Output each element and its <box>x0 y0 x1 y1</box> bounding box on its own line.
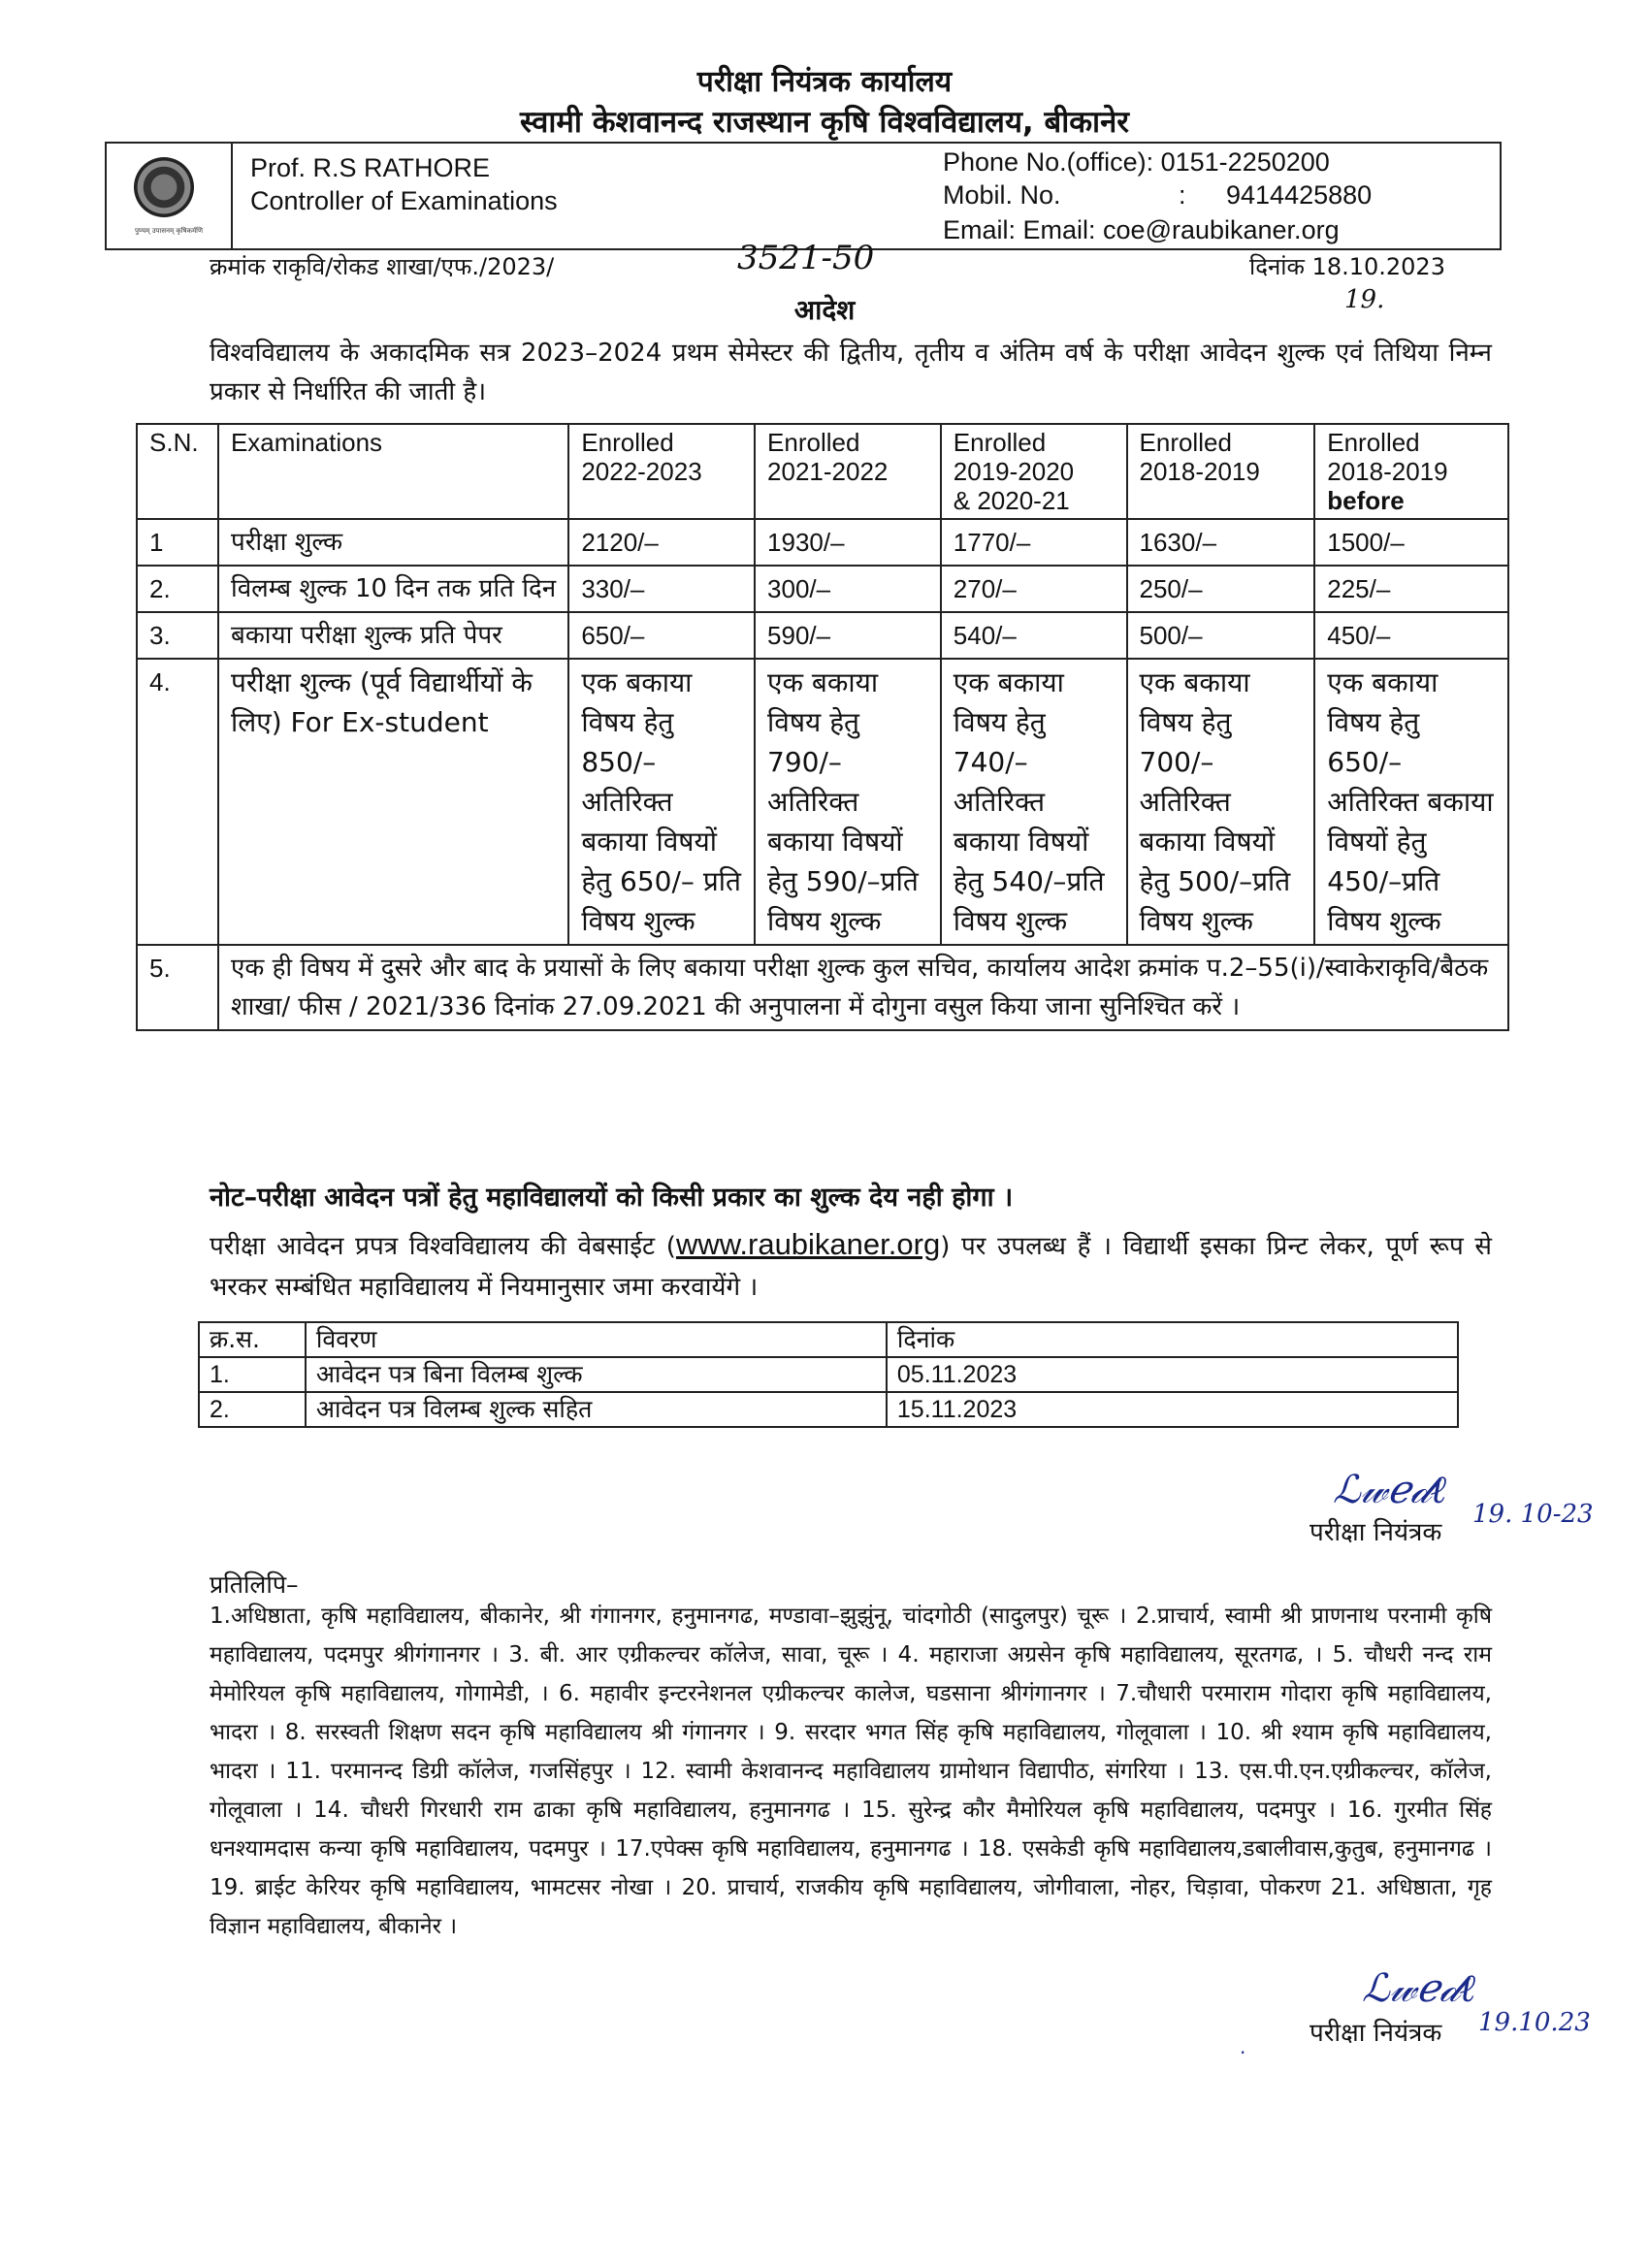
order-intro: विश्वविद्यालय के अकादमिक सत्र 2023–2024 प्रथम सेमेस्टर की द्वितीय, तृतीय व अंतिम वर्ष के परीक्षा आवेदन शुल्क एवं तिथिया निम्न प्रकार से निर्धारित की जाती है। <box>210 339 1492 406</box>
email-address: Email: Email: coe@raubikaner.org <box>943 215 1340 244</box>
fee-table <box>136 423 1509 1031</box>
mobile-label: Mobil. No. <box>943 180 1061 210</box>
row-serial: 2. <box>199 1392 306 1427</box>
table-row <box>199 1357 1458 1392</box>
header-description: विवरण <box>306 1322 887 1357</box>
table-row <box>137 519 1508 566</box>
table-row <box>137 612 1508 659</box>
row-sn: 3. <box>137 612 218 659</box>
row-value: 1770/– <box>941 519 1127 566</box>
office-phone: Phone No.(office): 0151-2250200 <box>943 147 1330 177</box>
note-text: नोट–परीक्षा आवेदन पत्रों हेतु महाविद्यालयों को किसी प्रकार का शुल्क देय नही होगा । <box>210 1183 1014 1213</box>
office-title: परीक्षा नियंत्रक कार्यालय <box>696 65 953 99</box>
table-row <box>137 659 1508 945</box>
signature-mark: ℒ𝓌ℯ𝒹ℓ <box>1333 1468 1447 1512</box>
signature-date: 19.10.23 <box>1478 2008 1591 2037</box>
logo-caption: पुण्यम् उपासनम् कृषिकर्मणि <box>134 227 204 235</box>
row-value: 650/– <box>568 612 755 659</box>
row-value: 590/– <box>755 612 941 659</box>
controller-signature-label: परीक्षा नियंत्रक <box>1310 1518 1442 1547</box>
table-row <box>199 1392 1458 1427</box>
row-value: एक बकाया विषय हेतु 650/– अतिरिक्त बकाया विषयों हेतु 450/–प्रति विषय शुल्क <box>1314 659 1508 945</box>
row-label: विलम्ब शुल्क 10 दिन तक प्रति दिन <box>218 566 568 612</box>
row-sn: 1 <box>137 519 218 566</box>
website-link[interactable]: www.raubikaner.org <box>675 1227 941 1261</box>
header-serial: क्र.स. <box>199 1322 306 1357</box>
row-description: आवेदन पत्र विलम्ब शुल्क सहित <box>306 1392 887 1427</box>
row-value: 1500/– <box>1314 519 1508 566</box>
signature-date: 19. 10-23 <box>1472 1500 1594 1529</box>
row-value: 250/– <box>1127 566 1315 612</box>
form-text-before: परीक्षा आवेदन प्रपत्र विश्वविद्यालय की वेबसाईट ( <box>210 1232 676 1261</box>
official-designation: Controller of Examinations <box>250 186 558 215</box>
header-enrolled-2022: Enrolled 2022-2023 <box>568 424 755 519</box>
row-date: 15.11.2023 <box>887 1392 1458 1427</box>
row-value: 450/– <box>1314 612 1508 659</box>
row-value: एक बकाया विषय हेतु 740/– अतिरिक्त बकाया विषयों हेतु 540/–प्रति विषय शुल्क <box>941 659 1127 945</box>
row-value: 225/– <box>1314 566 1508 612</box>
controller-signature-label: परीक्षा नियंत्रक <box>1310 2019 1442 2048</box>
row-value: 330/– <box>568 566 755 612</box>
row-sn: 2. <box>137 566 218 612</box>
header-date: दिनांक <box>887 1322 1458 1357</box>
row-note: एक ही विषय में दुसरे और बाद के प्रयासों के लिए बकाया परीक्षा शुल्क कुल सचिव, कार्यालय आदेश क्रमांक प.2–55(i)/स्वाकेराकृवि/बैठक शाखा/ फीस / 2021/336 दिनांक 27.09.2021 की अनुपालना में दोगुना वसुल किया जाना सुनिश्चित करें । <box>218 945 1508 1030</box>
header-enrolled-2021: Enrolled 2021-2022 <box>755 424 941 519</box>
row-value: 270/– <box>941 566 1127 612</box>
row-value: 540/– <box>941 612 1127 659</box>
university-title: स्वामी केशवानन्द राजस्थान कृषि विश्वविद्यालय, बीकानेर <box>520 105 1129 140</box>
row-label: बकाया परीक्षा शुल्क प्रति पेपर <box>218 612 568 659</box>
order-heading: आदेश <box>793 294 856 326</box>
mobile-number: 9414425880 <box>1226 180 1373 210</box>
mobile-colon: : <box>1179 180 1186 210</box>
copy-to-list: 1.अधिष्ठाता, कृषि महाविद्यालय, बीकानेर, श्री गंगानगर, हनुमानगढ, मण्डावा–झुझुंनू, चांदगोठी (सादुलपुर) चूरू । 2.प्राचार्य, स्वामी श्री प्राणनाथ परनामी कृषि महाविद्यालय, पदमपुर श्रीगंगानगर । 3. बी. आर एग्रीकल्चर कॉलेज, सावा, चूरू । 4. महाराजा अग्रसेन कृषि महाविद्यालय, सूरतगढ, । 5. चौधरी नन्द राम मेमोरियल कृषि महाविद्यालय, गोगामेडी, । 6. महावीर इन्टरनेशनल एग्रीकल्चर कालेज, घडसाना श्रीगंगानगर । 7.चौधारी परमाराम गोदारा कृषि महाविद्यालय, भादरा । 8. सरस्वती शिक्षण सदन कृषि महाविद्यालय श्री गंगानगर । 9. सरदार भगत सिंह कृषि महाविद्यालय, गोलूवाला । 10. श्री श्याम कृषि महाविद्यालय, भादरा । 11. परमानन्द डिग्री कॉलेज, गजसिंहपुर । 12. स्वामी केशवानन्द महाविद्यालय ग्रामोथान विद्यापीठ, संगरिया । 13. एस.पी.एन.एग्रीकल्चर, कॉलेज, गोलूवाला । 14. चौधरी गिरधारी राम ढाका कृषि महाविद्यालय, हनुमानगढ । 15. सुरेन्द्र कौर मैमोरियल कृषि महाविद्यालय, पदमपुर । 16. गुरमीत सिंह धनश्यामदास कन्या कृषि महाविद्यालय, पदमपुर । 17.एपेक्स कृषि महाविद्यालय, हनुमानगढ । 18. एसकेडी कृषि महाविद्यालय,डबालीवास,कुतुब, हनुमानगढ । 19. ब्राईट केरियर कृषि महाविद्यालय, भामटसर नोखा । 20. प्राचार्य, राजकीय कृषि महाविद्यालय, जोगीवाला, नोहर, चिड़ावा, पोकरण 21. अधिष्ठाता, गृह विज्ञान महाविद्यालय, बीकानेर । <box>210 1604 1492 1939</box>
row-value: 2120/– <box>568 519 755 566</box>
form-availability-text <box>210 1224 1492 1308</box>
seal-icon <box>134 157 194 217</box>
row-value: 300/– <box>755 566 941 612</box>
table-row <box>137 945 1508 1030</box>
signature-mark: ℒ𝓌ℯ𝒹ℓ <box>1362 1966 1476 2011</box>
row-date: 05.11.2023 <box>887 1357 1458 1392</box>
header-enrolled-2019: Enrolled 2019-2020 & 2020-21 <box>941 424 1127 519</box>
row-value: 1930/– <box>755 519 941 566</box>
dates-table <box>198 1321 1459 1428</box>
dates-table-header <box>199 1322 1458 1357</box>
university-logo <box>107 144 233 248</box>
row-value: 500/– <box>1127 612 1315 659</box>
ink-dot: · <box>1240 2041 1246 2064</box>
handwritten-date-correction: 19. <box>1344 285 1385 314</box>
row-value: एक बकाया विषय हेतु 700/– अतिरिक्त बकाया विषयों हेतु 500/–प्रति विषय शुल्क <box>1127 659 1315 945</box>
fee-table-header <box>137 424 1508 519</box>
order-date: दिनांक 18.10.2023 <box>1249 253 1445 280</box>
row-sn: 4. <box>137 659 218 945</box>
table-row <box>137 566 1508 612</box>
official-name: Prof. R.S RATHORE <box>250 153 491 182</box>
form-text-after: ) पर उपलब्ध हैं । विद्यार्थी इसका प्रिन्ट लेकर, पूर्ण रूप से भरकर सम्बंधित महाविद्यालय में नियमानुसार जमा करवायेंगे । <box>210 1232 1492 1302</box>
header-enrolled-2018: Enrolled 2018-2019 <box>1127 424 1315 519</box>
letterhead-box <box>105 142 1502 250</box>
header-sn: S.N. <box>137 424 218 519</box>
row-serial: 1. <box>199 1357 306 1392</box>
row-label: परीक्षा शुल्क <box>218 519 568 566</box>
handwritten-dispatch-number: 3521-50 <box>737 239 875 277</box>
header-examinations: Examinations <box>218 424 568 519</box>
reference-number: क्रमांक राकृवि/रोकड शाखा/एफ./2023/ <box>210 253 555 280</box>
row-sn: 5. <box>137 945 218 1030</box>
row-description: आवेदन पत्र बिना विलम्ब शुल्क <box>306 1357 887 1392</box>
row-label: परीक्षा शुल्क (पूर्व विद्यार्थीयों के लिए) For Ex-student <box>218 659 568 945</box>
row-value: एक बकाया विषय हेतु 850/– अतिरिक्त बकाया विषयों हेतु 650/– प्रति विषय शुल्क <box>568 659 755 945</box>
row-value: 1630/– <box>1127 519 1315 566</box>
row-value: एक बकाया विषय हेतु 790/– अतिरिक्त बकाया विषयों हेतु 590/–प्रति विषय शुल्क <box>755 659 941 945</box>
copy-to-heading: प्रतिलिपि– <box>210 1571 299 1599</box>
header-enrolled-before-2018: Enrolled 2018-2019 before <box>1314 424 1508 519</box>
